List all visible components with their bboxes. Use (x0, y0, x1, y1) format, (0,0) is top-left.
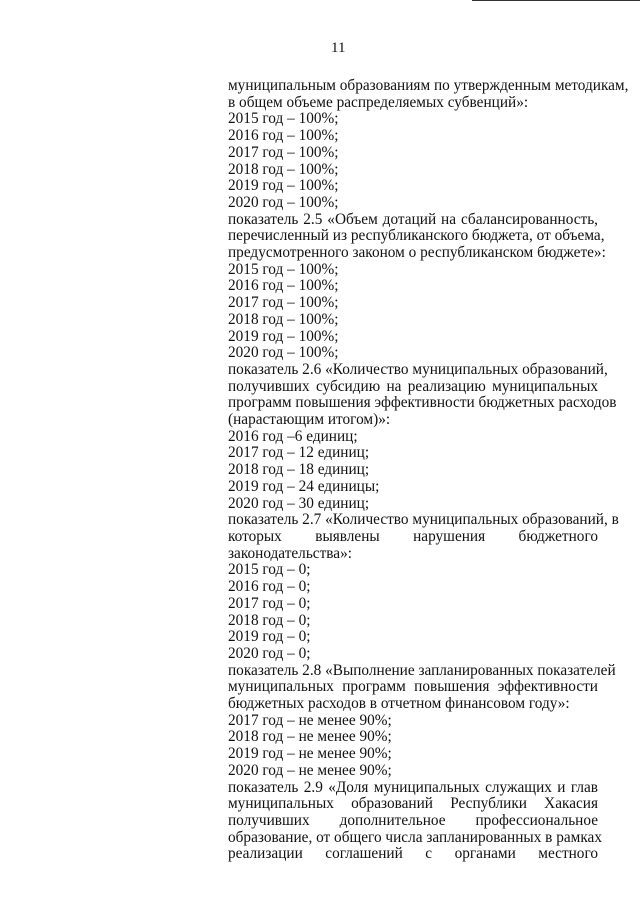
text-line: 2018 год – 18 единиц; (228, 461, 370, 479)
text-line: показатель 2.9 «Доля муниципальных служащих и глав (228, 778, 598, 796)
text-line: 2016 год – 0; (228, 578, 311, 596)
text-line: 2018 год – не менее 90%; (228, 728, 392, 746)
text-line: бюджетных расходов в отчетном финансовом году»: (228, 695, 570, 713)
text-line: программ повышения эффективности бюджетных расходов (228, 394, 617, 412)
text-line: 2015 год – 100%; (228, 110, 339, 128)
text-line: показатель 2.5 «Объем дотаций на сбалансированность, (228, 210, 598, 228)
document-body (228, 77, 629, 863)
text-line: 2016 год – 100%; (228, 127, 339, 145)
text-line: 2015 год – 0; (228, 561, 311, 579)
text-line: реализации соглашений с органами местного (228, 845, 598, 863)
text-line: (нарастающим итогом)»: (228, 411, 391, 429)
text-line: показатель 2.8 «Выполнение запланированных показателей (228, 661, 616, 679)
text-line: которых выявлены нарушения бюджетного (228, 527, 598, 545)
text-line: перечисленный из республиканского бюджета, от объема, (228, 227, 605, 245)
text-line: образование, от общего числа запланированных в рамках (228, 828, 602, 846)
text-line: 2020 год – не менее 90%; (228, 761, 392, 779)
text-line: получивших субсидию на реализацию муниципальных (228, 377, 598, 395)
text-line: 2019 год – 24 единицы; (228, 477, 380, 495)
text-line: 2018 год – 100%; (228, 310, 339, 328)
text-line: показатель 2.7 «Количество муниципальных образований, в (228, 511, 619, 529)
text-line: 2016 год –6 единиц; (228, 427, 358, 445)
text-line: 2020 год – 100%; (228, 193, 339, 211)
page-number: 11 (331, 40, 346, 56)
text-line: 2019 год – 0; (228, 628, 311, 646)
text-line: 2018 год – 0; (228, 611, 311, 629)
text-line: 2015 год – 100%; (228, 260, 339, 278)
text-line: в общем объеме распределяемых субвенций»: (228, 93, 529, 111)
text-line: 2019 год – 100%; (228, 327, 339, 345)
text-line: 2016 год – 100%; (228, 277, 339, 295)
text-line: 2017 год – не менее 90%; (228, 711, 392, 729)
text-line: 2018 год – 100%; (228, 160, 339, 178)
text-line: предусмотренного законом о республиканском бюджете»: (228, 244, 606, 262)
text-line: 2017 год – 100%; (228, 143, 339, 161)
text-line: получивших дополнительное профессиональное (228, 811, 598, 829)
text-line: 2019 год – не менее 90%; (228, 745, 392, 763)
text-line: 2019 год – 100%; (228, 177, 339, 195)
text-line: 2017 год – 12 единиц; (228, 444, 370, 462)
text-line: 2020 год – 100%; (228, 344, 339, 362)
text-line: 2020 год – 0; (228, 644, 311, 662)
text-line: законодательства»: (228, 544, 352, 562)
text-line: 2017 год – 0; (228, 594, 311, 612)
text-line: муниципальных образований Республики Хакасия (228, 795, 598, 813)
text-line: муниципальных программ повышения эффективности (228, 678, 598, 696)
top-rule (472, 0, 640, 1)
text-line: 2020 год – 30 единиц; (228, 494, 370, 512)
text-line: показатель 2.6 «Количество муниципальных образований, (228, 360, 608, 378)
text-line: 2017 год – 100%; (228, 294, 339, 312)
text-line: муниципальным образованиям по утвержденным методикам, (228, 77, 629, 94)
